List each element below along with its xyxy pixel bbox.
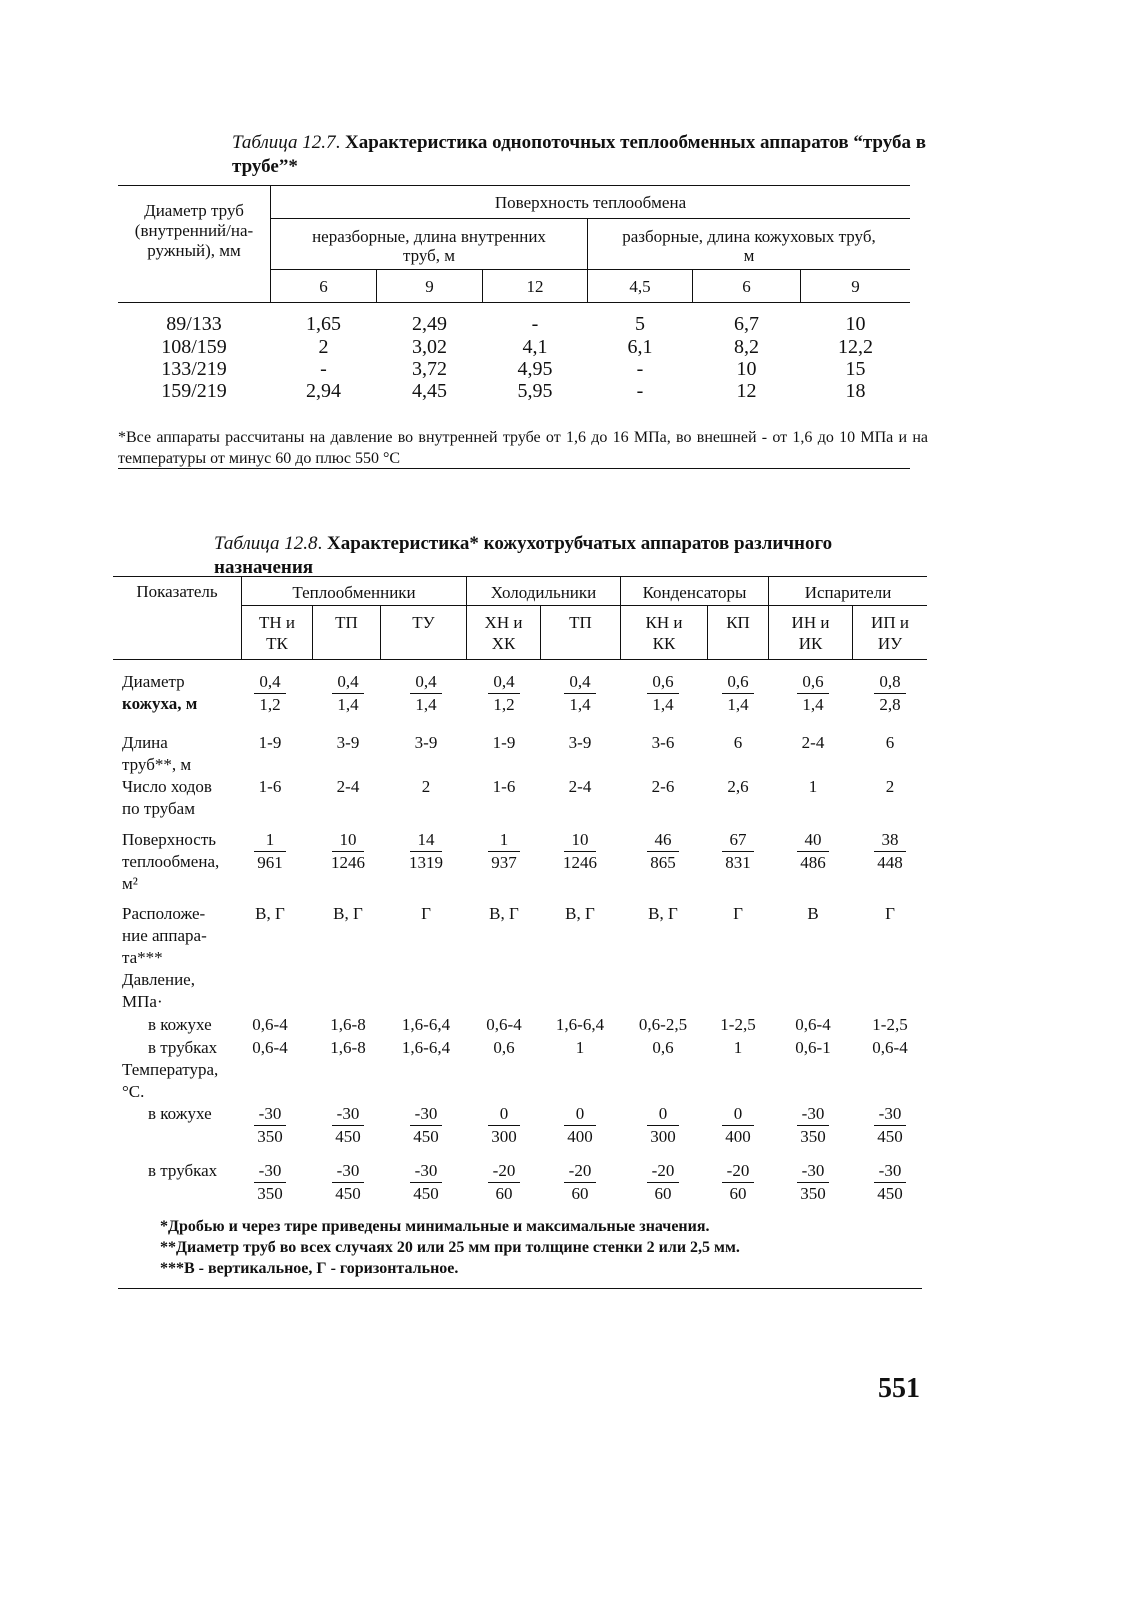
table-cell: 3-9 [568,733,592,752]
table-cell: 0,6-4 [252,1015,288,1034]
type-header: ХН и ХК [484,613,523,653]
fraction-max: 350 [257,1184,283,1203]
fraction-min: 0,4 [488,671,520,694]
fraction-min: 14 [410,829,442,852]
fraction-min: -30 [254,1160,286,1183]
header-rule [271,269,910,270]
fraction-max: 400 [725,1127,751,1146]
fraction-max: 961 [257,853,283,872]
table-cell: 1 [575,1038,585,1057]
group-header-heat-exchangers: Теплообменники [292,583,416,602]
table-cell: 2 [421,777,431,796]
caption-number: Таблица 12.7 [232,132,336,153]
fraction-cell [545,1103,615,1148]
table-cell: 1,6-8 [330,1038,366,1057]
fraction-cell [778,829,848,874]
table-cell: 2,94 [306,380,341,402]
table-cell: 0,6-4 [795,1015,831,1034]
table-top-rule [118,185,910,186]
row-label-shell-diameter: Диаметр кожуха, м [122,672,198,713]
fraction-max: 60 [654,1184,672,1203]
fraction-cell [778,671,848,716]
fraction-max: 450 [335,1127,361,1146]
fraction-min: -30 [332,1160,364,1183]
fraction-max: 350 [257,1127,283,1146]
row-label-temp-shell: в кожухе [148,1104,212,1123]
fraction-cell [313,1160,383,1205]
fraction-min: 10 [564,829,596,852]
table-cell: 3-9 [414,733,438,752]
table-cell: В, Г [333,904,363,923]
fraction-cell [469,671,539,716]
fraction-cell [391,671,461,716]
fraction-max: 937 [491,853,517,872]
fraction-cell [703,1160,773,1205]
length-header: 6 [319,277,328,296]
table-cell: 1,6-6,4 [401,1038,451,1057]
fraction-min: 0,8 [874,671,906,694]
type-header: ТП [335,613,358,632]
fraction-cell [469,829,539,874]
page-number: 551 [878,1373,920,1404]
fraction-cell [703,829,773,874]
fraction-cell [391,829,461,874]
table-cell: 1,65 [306,313,341,335]
fraction-max: 1319 [409,853,443,872]
fraction-cell [628,829,698,874]
fraction-min: 0 [564,1103,596,1126]
fraction-min: -30 [332,1103,364,1126]
fraction-cell [235,1160,305,1205]
fraction-cell [855,1160,925,1205]
table-cell: 5 [635,313,645,335]
fraction-max: 350 [800,1184,826,1203]
type-header: ИП и ИУ [871,613,909,653]
fraction-min: 0 [647,1103,679,1126]
table-cell: 2 [885,777,895,796]
table-12-7-footnote: *Все аппараты рассчитаны на давление во внутренней трубе от 1,6 до 16 МПа, во внешней - от 1,6 до 10 МПа и на температуры от минус 60 до плюс 550 °С [118,429,928,467]
fraction-max: 300 [491,1127,517,1146]
group-header-evaporators: Испарители [804,583,892,602]
table-cell: 3,02 [412,336,447,358]
table-top-rule [113,576,927,577]
row-label-pressure: Давление, МПа· [122,970,195,1011]
row-label-surface: Поверхность теплообмена, м² [122,830,220,893]
fraction-max: 1246 [331,853,365,872]
fraction-max: 450 [877,1184,903,1203]
fraction-min: 1 [254,829,286,852]
fraction-min: 1 [488,829,520,852]
caption-title: Характеристика однопоточных теплообменных аппаратов “труба в трубе”* [232,132,926,177]
fraction-max: 1,4 [727,695,749,714]
table-cell: В [807,904,819,923]
fraction-cell [628,671,698,716]
table-cell: 6 [733,733,743,752]
table-cell: 1-2,5 [720,1015,756,1034]
fraction-max: 350 [800,1127,826,1146]
col-header-diameter: (внутренний/на- [134,221,254,240]
fraction-max: 1,4 [569,695,591,714]
table-cell: 4,95 [517,358,553,380]
fraction-max: 865 [650,853,676,872]
table-cell: 12,2 [838,336,873,358]
col-header-indicator: Показатель [136,582,218,601]
caption-title: Характеристика* кожухотрубчатых аппаратов различного назначения [214,533,833,578]
fraction-max: 400 [567,1127,593,1146]
length-header: 9 [851,277,860,296]
table-bottom-rule [118,1288,922,1289]
fraction-max: 450 [413,1127,439,1146]
fraction-cell [235,1103,305,1148]
table-cell: - [636,358,644,380]
caption-number: Таблица 12.8 [214,533,318,554]
fraction-max: 60 [495,1184,513,1203]
header-rule [271,218,910,219]
table-cell: 15 [845,358,866,380]
table-cell: 2-6 [651,777,675,796]
row-label-temperature: Температура, °С. [122,1060,219,1101]
fraction-min: -30 [874,1160,906,1183]
sub-header-nonseparable: неразборные, длина внутренних [312,227,546,246]
table-cell: 18 [845,380,866,402]
table-cell: 4,1 [522,336,548,358]
fraction-cell [628,1160,698,1205]
group-header-coolers: Холодильники [490,583,597,602]
sub-header-separable: м [743,246,755,265]
fraction-max: 1,4 [652,695,674,714]
fraction-cell [313,671,383,716]
table-cell: В, Г [489,904,519,923]
table-cell: 1 [733,1038,743,1057]
table-cell: 4,45 [412,380,447,402]
fraction-min: -30 [254,1103,286,1126]
table-cell: 2,6 [727,777,749,796]
fraction-min: 38 [874,829,906,852]
fraction-min: -30 [797,1103,829,1126]
table-cell: 1-9 [258,733,282,752]
type-header: ТН и ТК [258,613,295,653]
table-cell: 0,6-4 [252,1038,288,1057]
fraction-max: 486 [800,853,826,872]
row-label-temp-tubes: в трубках [148,1161,218,1180]
sub-header-nonseparable: труб, м [402,246,456,265]
table-cell: 5,95 [517,380,553,402]
fraction-cell [545,1160,615,1205]
row-label-tube-length: Длина труб**, м [122,733,192,774]
table-cell: 2 [318,336,329,358]
group-header: Поверхность теплообмена [494,193,687,212]
fraction-min: 67 [722,829,754,852]
fraction-cell [235,671,305,716]
table-12-8-caption: Таблица 12.8. Характеристика* кожухотрубчатых аппаратов различного назначения [214,533,833,578]
fraction-cell [391,1160,461,1205]
fraction-min: 0,6 [797,671,829,694]
fraction-min: 0,4 [332,671,364,694]
fraction-max: 1246 [563,853,597,872]
fraction-min: 10 [332,829,364,852]
table-cell: 0,6-4 [872,1038,908,1057]
table-cell: 0,6-4 [486,1015,522,1034]
length-header: 12 [526,277,544,296]
fraction-cell [469,1103,539,1148]
sub-header-separable: разборные, длина кожуховых труб, [622,227,876,246]
col-header-diameter: Диаметр труб [144,201,244,220]
type-header: ИН и ИК [791,613,830,653]
table-cell: 0,6-1 [795,1038,831,1057]
table-cell: 1-6 [492,777,516,796]
row-diameter: 159/219 [161,380,227,402]
fraction-cell [778,1160,848,1205]
table-cell: 1-2,5 [872,1015,908,1034]
fraction-max: 831 [725,853,751,872]
row-diameter: 133/219 [161,358,227,380]
fraction-cell [628,1103,698,1148]
fraction-max: 450 [877,1127,903,1146]
fraction-cell [855,829,925,874]
table-cell: Г [421,904,431,923]
fraction-min: -20 [564,1160,596,1183]
fraction-max: 60 [571,1184,589,1203]
fraction-cell [469,1160,539,1205]
table-cell: В, Г [648,904,678,923]
fraction-max: 450 [413,1184,439,1203]
row-diameter: 108/159 [161,336,227,358]
table-cell: 1-6 [258,777,282,796]
table-cell: 8,2 [734,336,759,358]
table-cell: 1-9 [492,733,516,752]
table-cell: В, Г [565,904,595,923]
fraction-min: -20 [722,1160,754,1183]
length-header: 9 [425,277,434,296]
table-cell: - [636,380,644,402]
fraction-min: 46 [647,829,679,852]
fraction-min: -30 [797,1160,829,1183]
fraction-max: 1,4 [337,695,359,714]
type-header: ТУ [412,613,435,632]
group-header-condensers: Конденсаторы [642,583,747,602]
fraction-min: 0,4 [564,671,596,694]
fraction-min: -20 [647,1160,679,1183]
table-cell: 2-4 [568,777,592,796]
fraction-max: 60 [729,1184,747,1203]
fraction-min: 0 [488,1103,520,1126]
fraction-cell [855,671,925,716]
table-cell: 10 [736,358,757,380]
fraction-cell [313,829,383,874]
fraction-min: -30 [410,1103,442,1126]
table-12-7-caption: Таблица 12.7. Характеристика однопоточных теплообменных аппаратов “труба в трубе”* [232,132,926,177]
fraction-cell [391,1103,461,1148]
fraction-min: -30 [410,1160,442,1183]
row-label-passes: Число ходов по трубам [122,777,212,818]
fraction-min: 0,6 [722,671,754,694]
fraction-min: 0,6 [647,671,679,694]
footnote: ***В - вертикальное, Г - горизонтальное. [160,1260,459,1277]
fraction-max: 300 [650,1127,676,1146]
col-header-diameter: ружный), мм [147,241,241,260]
footnote: *Дробью и через тире приведены минимальные и максимальные значения. [160,1218,710,1235]
fraction-max: 1,4 [802,695,824,714]
table-cell: 3,72 [412,358,447,380]
row-label-pressure-shell: в кожухе [148,1015,212,1034]
type-header: КП [726,613,750,632]
footnote: **Диаметр труб во всех случаях 20 или 25 мм при толщине стенки 2 или 2,5 мм. [160,1239,740,1256]
table-cell: 1,6-6,4 [401,1015,451,1034]
header-bottom-rule [113,659,927,660]
fraction-cell [545,671,615,716]
table-cell: 0,6 [493,1038,515,1057]
table-bottom-rule [118,468,910,469]
table-cell: Г [733,904,743,923]
fraction-min: -30 [874,1103,906,1126]
table-cell: - [320,358,327,380]
table-cell: В, Г [255,904,285,923]
fraction-max: 2,8 [879,695,901,714]
header-rule [242,605,927,606]
table-cell: 0,6-2,5 [638,1015,688,1034]
table-cell: - [531,313,539,335]
table-cell: 1,6-8 [330,1015,366,1034]
fraction-min: -20 [488,1160,520,1183]
fraction-min: 0 [722,1103,754,1126]
length-header: 4,5 [629,277,651,296]
fraction-max: 1,4 [415,695,437,714]
table-12-8-footnotes [160,1216,920,1279]
type-header: КН и КК [645,613,683,653]
fraction-min: 0,4 [410,671,442,694]
fraction-min: 0,4 [254,671,286,694]
table-cell: 10 [845,313,866,335]
table-cell: 1 [808,777,818,796]
length-header: 6 [742,277,751,296]
fraction-max: 1,2 [493,695,515,714]
fraction-cell [855,1103,925,1148]
table-cell: 12 [736,380,757,402]
fraction-cell [313,1103,383,1148]
fraction-cell [703,671,773,716]
row-diameter: 89/133 [166,313,222,335]
table-cell: Г [885,904,895,923]
fraction-max: 448 [877,853,903,872]
table-cell: 1,6-6,4 [555,1015,605,1034]
table-cell: 6,1 [627,336,653,358]
fraction-cell [778,1103,848,1148]
row-label-pressure-tubes: в трубках [148,1038,218,1057]
fraction-cell [235,829,305,874]
header-bottom-rule [118,302,910,303]
fraction-min: 40 [797,829,829,852]
fraction-cell [545,829,615,874]
table-cell: 6,7 [734,313,759,335]
table-cell: 2,49 [412,313,447,335]
fraction-cell [703,1103,773,1148]
type-header: ТП [569,613,592,632]
table-cell: 2-4 [801,733,825,752]
table-cell: 0,6 [652,1038,674,1057]
table-cell: 6 [885,733,895,752]
row-label-position: Расположе- ние аппара- та*** [122,904,207,967]
fraction-max: 450 [335,1184,361,1203]
table-cell: 3-6 [651,733,675,752]
fraction-max: 1,2 [259,695,281,714]
table-cell: 2-4 [336,777,360,796]
table-cell: 3-9 [336,733,360,752]
